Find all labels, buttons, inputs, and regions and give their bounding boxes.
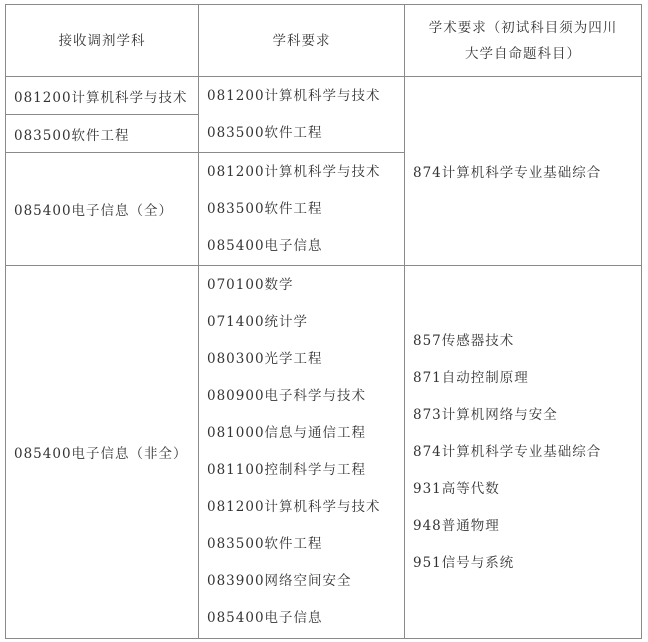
discipline-item: 085400电子信息 <box>207 610 323 626</box>
academic-item: 857传感器技术 <box>413 332 515 349</box>
discipline-item: 081200计算机科学与技术 <box>207 499 381 515</box>
header-academic-line2: 大学自命题科目） <box>465 45 581 62</box>
discipline-item: 081000信息与通信工程 <box>207 425 367 441</box>
discipline-item: 071400统计学 <box>207 314 309 330</box>
discipline-item: 085400电子信息 <box>207 237 323 254</box>
discipline-item: 083500软件工程 <box>207 200 323 217</box>
discipline-item: 081100控制科学与工程 <box>207 462 367 478</box>
discipline-requirement-cell <box>199 266 405 639</box>
academic-item: 871自动控制原理 <box>413 369 529 386</box>
discipline-item: 083500软件工程 <box>207 536 323 552</box>
academic-item: 951信号与系统 <box>413 554 515 571</box>
discipline-item: 081200计算机科学与技术 <box>207 163 381 180</box>
header-discipline-requirement: 学科要求 <box>199 5 405 77</box>
academic-requirement-cell: 874计算机科学专业基础综合 <box>405 77 642 266</box>
adjustment-table <box>5 4 642 639</box>
discipline-item: 081200计算机科学与技术 <box>207 87 381 104</box>
header-academic-line1: 学术要求（初试科目须为四川 <box>428 19 618 36</box>
receive-discipline-cell: 085400电子信息（非全） <box>6 266 199 639</box>
academic-requirement-cell <box>405 266 642 639</box>
discipline-item: 083900网络空间安全 <box>207 573 352 589</box>
header-academic-requirement <box>405 5 642 77</box>
table-row <box>6 77 642 115</box>
academic-item: 948普通物理 <box>413 517 500 534</box>
receive-discipline-cell: 083500软件工程 <box>6 115 199 153</box>
receive-discipline-cell: 081200计算机科学与技术 <box>6 77 199 115</box>
discipline-item: 070100数学 <box>207 277 294 293</box>
discipline-item: 083500软件工程 <box>207 124 323 141</box>
header-receive-discipline: 接收调剂学科 <box>6 5 199 77</box>
receive-discipline-cell: 085400电子信息（全） <box>6 153 199 266</box>
table-row <box>6 266 642 639</box>
academic-item: 874计算机科学专业基础综合 <box>413 443 602 460</box>
discipline-requirement-cell <box>199 153 405 266</box>
academic-item: 931高等代数 <box>413 480 500 497</box>
discipline-item: 080900电子科学与技术 <box>207 388 367 404</box>
discipline-item: 080300光学工程 <box>207 351 323 367</box>
academic-item: 873计算机网络与安全 <box>413 406 558 423</box>
discipline-requirement-cell <box>199 77 405 153</box>
header-row <box>6 5 642 77</box>
